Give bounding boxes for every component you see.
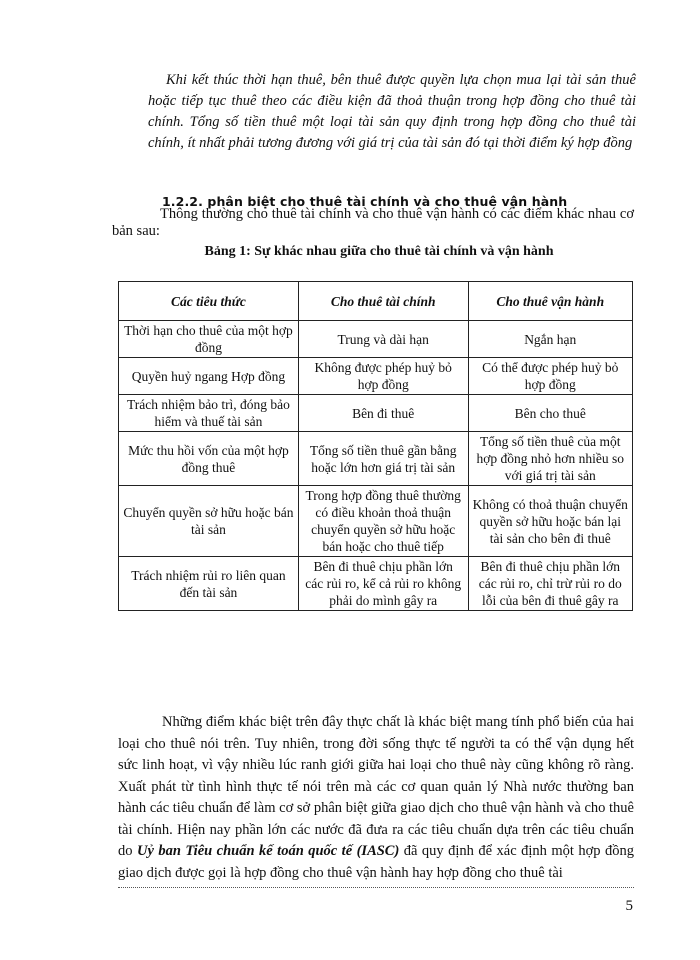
header-operating-lease: Cho thuê vận hành xyxy=(468,282,633,321)
header-financial-lease: Cho thuê tài chính xyxy=(298,282,468,321)
table-row xyxy=(119,432,633,486)
table-cell: Quyền huỷ ngang Hợp đồng xyxy=(119,358,299,395)
table-cell: Bên đi thuê chịu phần lớn các rủi ro, kể cả rủi ro không phải do mình gây ra xyxy=(298,557,468,611)
table-cell: Thời hạn cho thuê của một hợp đồng xyxy=(119,321,299,358)
header-criteria: Các tiêu thức xyxy=(119,282,299,321)
table-cell: Có thể được phép huỷ bỏ hợp đồng xyxy=(468,358,633,395)
body-text-part1: Những điểm khác biệt trên đây thực chất là khác biệt mang tính phổ biến của hai loại cho thuê nói trên. Tuy nhiên, trong đời sống thực tế người ta có thể vận dụng hết sức linh hoạt, vì vậy nhiều lúc ranh giới giữa hai loại cho thuê này cũng không rõ ràng. Xuất phát từ tình hình thực tế nói trên mà các cơ quan quản lý Nhà nước thường ban hành các tiêu chuẩn để làm cơ sở phân biệt giữa giao dịch cho thuê vận hành và cho thuê tài chính. Hiện nay phần lớn các nước đã đưa ra các tiêu chuẩn dựa trên các tiêu chuẩn do xyxy=(118,714,634,859)
table-cell: Mức thu hồi vốn của một hợp đồng thuê xyxy=(119,432,299,486)
table-header-row xyxy=(119,282,633,321)
body-text-part2: đã quy định để xác định một hợp đồng giao dịch được gọi là hợp đồng cho thuê vận hành hay hợp đồng cho thuê tài xyxy=(118,843,634,881)
table-row xyxy=(119,557,633,611)
table-row xyxy=(119,486,633,557)
comparison-table xyxy=(118,281,633,611)
table-caption: Bảng 1: Sự khác nhau giữa cho thuê tài chính và vận hành xyxy=(204,244,554,259)
table-cell: Trung và dài hạn xyxy=(298,321,468,358)
table-cell: Trong hợp đồng thuê thường có điều khoản thoả thuận chuyển quyền sở hữu hoặc bán hoặc cho thuê tiếp xyxy=(298,486,468,557)
intro-paragraph: Khi kết thúc thời hạn thuê, bên thuê được quyền lựa chọn mua lại tài sản thuê hoặc tiếp tục thuê theo các điều kiện đã thoả thuận trong hợp đồng cho thuê tài chính. Tổng số tiền thuê một loại tài sản quy định trong hợp đồng cho thuê tài chính, ít nhất phải tương đương với giá trị của tài sản đó tại thời điểm ký hợp đồng xyxy=(148,72,636,151)
iasc-emphasis: Uỷ ban Tiêu chuẩn kế toán quốc tế (IASC) xyxy=(136,843,400,859)
table-cell: Không có thoả thuận chuyển quyền sở hữu hoặc bán lại tài sản cho bên đi thuê xyxy=(468,486,633,557)
table-cell: Bên đi thuê xyxy=(298,395,468,432)
table-cell: Trách nhiệm bảo trì, đóng bảo hiểm và thuế tài sản xyxy=(119,395,299,432)
table-row xyxy=(119,321,633,358)
table-cell: Chuyển quyền sở hữu hoặc bán tài sản xyxy=(119,486,299,557)
page-number: 5 xyxy=(625,898,633,914)
footer-dotted-rule xyxy=(118,887,634,888)
table-cell: Tổng số tiền thuê gần bằng hoặc lớn hơn giá trị tài sản xyxy=(298,432,468,486)
table-cell: Không được phép huỷ bỏ hợp đồng xyxy=(298,358,468,395)
table-cell: Bên cho thuê xyxy=(468,395,633,432)
table-row xyxy=(119,358,633,395)
body-paragraph xyxy=(118,712,634,884)
table-row xyxy=(119,395,633,432)
table-cell: Bên đi thuê chịu phần lớn các rủi ro, chỉ trừ rủi ro do lỗi của bên đi thuê gây ra xyxy=(468,557,633,611)
table-cell: Ngắn hạn xyxy=(468,321,633,358)
section-heading: 1.2.2. phân biệt cho thuê tài chính và cho thuê vận hành xyxy=(162,194,568,209)
table-cell: Trách nhiệm rủi ro liên quan đến tài sản xyxy=(119,557,299,611)
table-cell: Tổng số tiền thuê của một hợp đồng nhỏ hơn nhiều so với giá trị tài sản xyxy=(468,432,633,486)
lead-paragraph: Thông thường cho thuê tài chính và cho thuê vận hành có các điểm khác nhau cơ bản sau: xyxy=(112,206,634,239)
